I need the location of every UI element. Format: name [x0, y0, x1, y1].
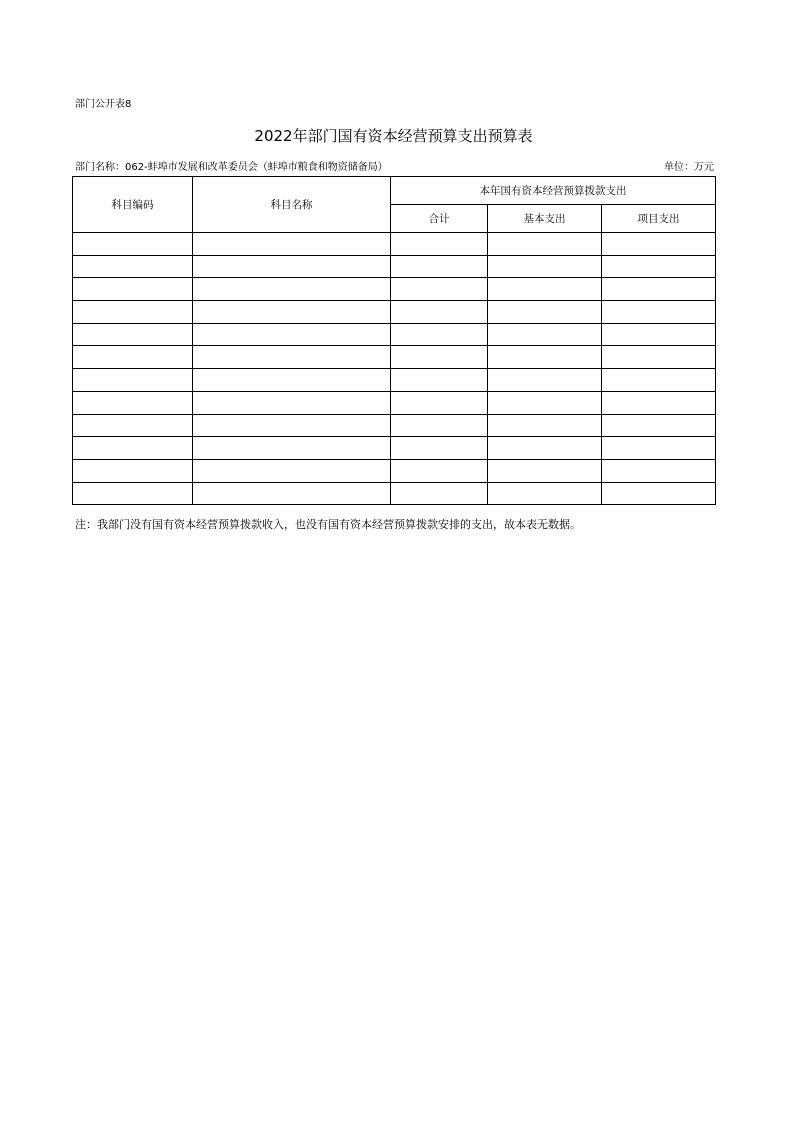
table-cell: [602, 482, 716, 505]
header-group: 本年国有资本经营预算拨款支出: [391, 177, 716, 205]
form-code: 部门公开表8: [75, 99, 132, 110]
budget-table: [72, 176, 716, 505]
table-cell: [73, 346, 193, 369]
department-label: 部门名称：062-蚌埠市发展和改革委员会（蚌埠市粮食和物资储备局）: [75, 162, 388, 173]
table-cell: [488, 233, 602, 256]
table-row: [73, 459, 716, 482]
table-cell: [391, 346, 488, 369]
table-cell: [488, 369, 602, 392]
table-cell: [391, 233, 488, 256]
table-cell: [193, 437, 391, 460]
header-name: 科目名称: [193, 177, 391, 233]
header-row-1: [73, 177, 716, 205]
table-cell: [488, 255, 602, 278]
table-cell: [602, 255, 716, 278]
table-cell: [193, 369, 391, 392]
table-cell: [391, 323, 488, 346]
page-title: 2022年部门国有资本经营预算支出预算表: [254, 127, 533, 145]
table-cell: [73, 369, 193, 392]
table-cell: [73, 323, 193, 346]
table-cell: [488, 459, 602, 482]
table-cell: [488, 414, 602, 437]
table-cell: [488, 278, 602, 301]
table-row: [73, 255, 716, 278]
table-cell: [602, 346, 716, 369]
table-cell: [73, 437, 193, 460]
header-code: 科目编码: [73, 177, 193, 233]
table-cell: [391, 437, 488, 460]
table-cell: [488, 437, 602, 460]
table-cell: [73, 301, 193, 324]
table-cell: [193, 323, 391, 346]
table-cell: [193, 278, 391, 301]
table-row: [73, 278, 716, 301]
table-cell: [193, 301, 391, 324]
meta-row: [75, 162, 714, 174]
table-cell: [391, 459, 488, 482]
table-cell: [391, 301, 488, 324]
table-cell: [602, 459, 716, 482]
table-cell: [602, 414, 716, 437]
table-cell: [391, 369, 488, 392]
table-cell: [602, 437, 716, 460]
table-row: [73, 301, 716, 324]
table-cell: [73, 482, 193, 505]
table-cell: [488, 391, 602, 414]
table-cell: [73, 459, 193, 482]
table-cell: [193, 414, 391, 437]
unit-label: 单位：万元: [664, 162, 714, 173]
table-cell: [73, 414, 193, 437]
table-cell: [193, 346, 391, 369]
table-cell: [73, 278, 193, 301]
table-cell: [193, 233, 391, 256]
table-row: [73, 437, 716, 460]
table-cell: [602, 233, 716, 256]
table-body: [73, 233, 716, 505]
table-row: [73, 346, 716, 369]
header-project: 项目支出: [602, 205, 716, 233]
table-cell: [488, 346, 602, 369]
table-row: [73, 369, 716, 392]
table-cell: [73, 391, 193, 414]
table-cell: [602, 323, 716, 346]
table-row: [73, 482, 716, 505]
table-cell: [391, 278, 488, 301]
table-cell: [488, 323, 602, 346]
table-cell: [391, 482, 488, 505]
header-total: 合计: [391, 205, 488, 233]
table-cell: [193, 482, 391, 505]
table-cell: [488, 301, 602, 324]
table-row: [73, 323, 716, 346]
table-cell: [391, 255, 488, 278]
header-basic: 基本支出: [488, 205, 602, 233]
footnote: 注：我部门没有国有资本经营预算拨款收入，也没有国有资本经营预算拨款安排的支出，故本表无数据。: [75, 518, 581, 531]
table-cell: [602, 278, 716, 301]
table-row: [73, 391, 716, 414]
table-cell: [391, 391, 488, 414]
table-row: [73, 233, 716, 256]
table-cell: [73, 255, 193, 278]
table-cell: [391, 414, 488, 437]
table-cell: [193, 391, 391, 414]
table-cell: [73, 233, 193, 256]
table-cell: [488, 482, 602, 505]
table-row: [73, 414, 716, 437]
table-cell: [602, 301, 716, 324]
table-cell: [193, 459, 391, 482]
table-cell: [602, 369, 716, 392]
table-cell: [602, 391, 716, 414]
table-cell: [193, 255, 391, 278]
